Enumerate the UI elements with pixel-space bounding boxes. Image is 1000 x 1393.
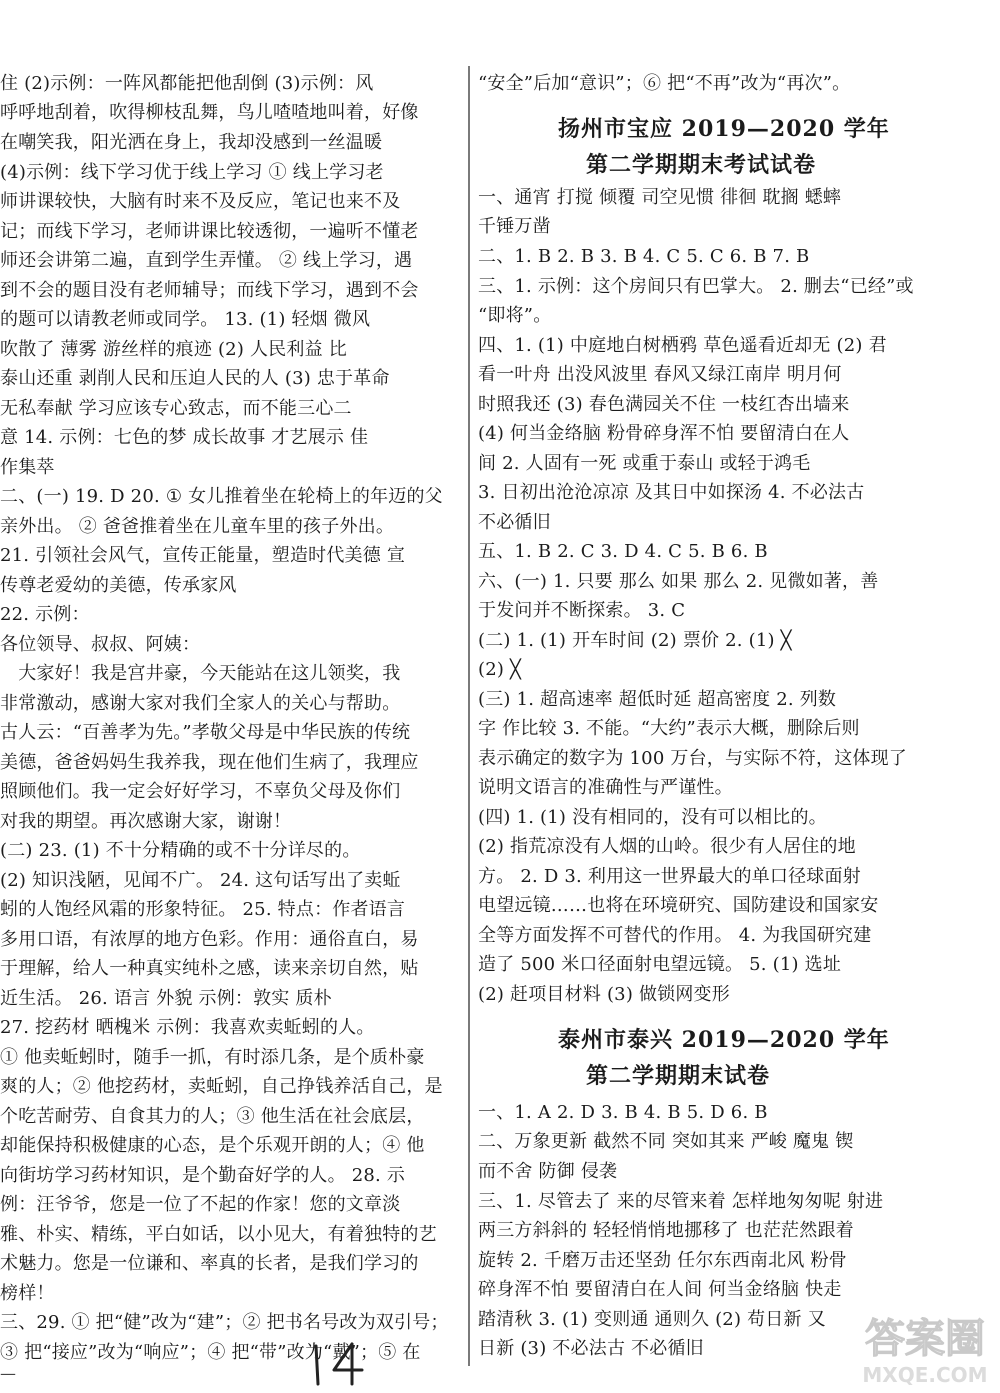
- text-line: (4) 何当金络脑 粉骨碎身浑不怕 要留清白在人: [478, 423, 850, 444]
- text-line: 21. 引领社会风气，宣传正能量，塑造时代美德 宣: [0, 545, 406, 566]
- column-divider: [468, 66, 470, 1366]
- text-line: 术魅力。您是一位谦和、率真的长者，是我们学习的: [0, 1253, 419, 1274]
- text-line: 呼呼地刮着，吹得柳枝乱舞，鸟儿喳喳地叫着，好像: [0, 102, 419, 123]
- text-line: 二、(一) 19. D 20. ① 女儿推着坐在轮椅上的年迈的父: [0, 486, 443, 507]
- text-line: (二) 1. (1) 开车时间 (2) 票价 2. (1) ╳: [478, 630, 792, 651]
- text-line: 一、通宵 打搅 倾覆 司空见惯 徘徊 耽搁 蟋蟀: [478, 187, 842, 208]
- text-line: 造了 500 米口径面射电望远镜。 5. (1) 选址: [478, 954, 842, 975]
- text-line: 例：汪爷爷，您是一位了不起的作家！您的文章淡: [0, 1194, 401, 1215]
- watermark-logo: [855, 1308, 995, 1390]
- text-line: 于发问并不断探索。 3. C: [478, 600, 686, 621]
- text-line: 美德，爸爸妈妈生我养我，现在他们生病了，我理应: [0, 752, 419, 773]
- svg-text:答案圈: 答案圈: [865, 1316, 985, 1362]
- svg-text:MXQE.COM: MXQE.COM: [862, 1363, 988, 1387]
- text-line: 两三方斜斜的 轻轻悄悄地挪移了 也茫茫然跟着: [478, 1220, 854, 1241]
- text-line: 27. 挖药材 晒槐米 示例：我喜欢卖蚯蚓的人。: [0, 1017, 375, 1038]
- text-line: 师讲课较快，大脑有时来不及反应，笔记也来不及: [0, 191, 401, 212]
- text-line: 在嘲笑我，阳光洒在身上，我却没感到一丝温暖: [0, 132, 383, 153]
- text-line: 的题可以请教老师或同学。 13. (1) 轻烟 微风: [0, 309, 371, 330]
- text-line: 看一叶舟 出没风波里 春风又绿江南岸 明月何: [478, 364, 842, 385]
- text-line: 千锤万凿: [478, 216, 551, 237]
- text-line: 日新 (3) 不必法古 不必循旧: [478, 1338, 704, 1359]
- text-line: ① 他卖蚯蚓时，随手一抓，有时添几条，是个质朴豪: [0, 1047, 425, 1068]
- text-line: 而不舍 防御 侵袭: [478, 1161, 618, 1182]
- text-line: 无私奉献 学习应该专心致志，而不能三心二: [0, 398, 352, 419]
- bottom-corner-mark: —: [0, 1364, 16, 1383]
- text-line: 于理解，给人一种真实纯朴之感，读来亲切自然，贴: [0, 958, 419, 979]
- text-line: 传尊老爱幼的美德，传承家风: [0, 575, 237, 596]
- text-line: (三) 1. 超高速率 超低时延 超高密度 2. 列数: [478, 689, 837, 710]
- handwritten-page-number: [308, 1340, 368, 1386]
- text-line: 六、(一) 1. 只要 那么 如果 那么 2. 见微如著，善: [478, 571, 879, 592]
- text-line: “安全”后加“意识”；⑥ 把“不再”改为“再次”。: [478, 73, 851, 94]
- text-line: 时照我还 (3) 春色满园关不住 一枝红杏出墙来: [478, 394, 850, 415]
- text-line: 对我的期望。再次感谢大家，谢谢！: [0, 811, 292, 832]
- text-line: 二、万象更新 截然不同 突如其来 严峻 魔鬼 锲: [478, 1131, 854, 1152]
- text-line: 蚓的人饱经风霜的形象特征。 25. 特点：作者语言: [0, 899, 406, 920]
- text-line: 住 (2)示例：一阵风都能把他刮倒 (3)示例：风: [0, 73, 374, 94]
- text-line: 方。 2. D 3. 利用这一世界最大的单口径球面射: [478, 866, 861, 887]
- text-line: 近生活。 26. 语言 外貌 示例：敦实 质朴: [0, 988, 332, 1009]
- text-line: (2) 知识浅陋，见闻不广。 24. 这句话写出了卖蚯: [0, 870, 401, 891]
- text-line: (二) 23. (1) 不十分精确的或不十分详尽的。: [0, 840, 361, 861]
- text-line: (2) 赶项目材料 (3) 做锁网变形: [478, 984, 730, 1005]
- text-line: 却能保持积极健康的心态，是个乐观开朗的人；④ 他: [0, 1135, 425, 1156]
- text-line: 亲外出。 ② 爸爸推着坐在儿童车里的孩子外出。: [0, 516, 395, 537]
- text-line: 一、1. A 2. D 3. B 4. B 5. D 6. B: [478, 1102, 768, 1123]
- text-line: (4)示例：线下学习优于线上学习 ① 线上学习老: [0, 162, 384, 183]
- section-subtitle: 第二学期期末试卷: [586, 1063, 771, 1089]
- text-line: 全等方面发挥不可替代的作用。 4. 为我国研究建: [478, 925, 872, 946]
- text-line: 间 2. 人固有一死 或重于泰山 或轻于鸿毛: [478, 453, 811, 474]
- text-line: 作集萃: [0, 457, 55, 478]
- text-line: “即将”。: [478, 305, 552, 326]
- text-line: 五、1. B 2. C 3. D 4. C 5. B 6. B: [478, 541, 768, 562]
- text-line: 雅、朴实、精练，平白如话，以小见大，有着独特的艺: [0, 1224, 437, 1245]
- text-line: 22. 示例：: [0, 604, 90, 625]
- text-line: 不必循旧: [478, 512, 551, 533]
- text-line: ③ 把“接应”改为“响应”；④ 把“带”改为“戴”；⑤ 在: [0, 1342, 421, 1363]
- text-line: 四、1. (1) 中庭地白树栖鸦 草色遥看近却无 (2) 君: [478, 335, 887, 356]
- text-line: 大家好！我是宫井豪，今天能站在这儿领奖，我: [0, 663, 401, 684]
- text-line: 意 14. 示例：七色的梦 成长故事 才艺展示 佳: [0, 427, 369, 448]
- text-line: 泰山还重 剥削人民和压迫人民的人 (3) 忠于革命: [0, 368, 390, 389]
- text-line: (四) 1. (1) 没有相同的，没有可以相比的。: [478, 807, 827, 828]
- text-line: 三、1. 尽管去了 来的尽管来着 怎样地匆匆呢 射进: [478, 1191, 884, 1212]
- text-line: 榜样！: [0, 1283, 55, 1304]
- text-line: 师还会讲第二遍，直到学生弄懂。 ② 线上学习，遇: [0, 250, 413, 271]
- text-line: 个吃苦耐劳、自食其力的人；③ 他生活在社会底层，: [0, 1106, 425, 1127]
- section-title: 扬州市宝应 2019—2020 学年: [558, 116, 890, 142]
- text-line: 电望远镜……也将在环境研究、国防建设和国家安: [478, 895, 879, 916]
- text-line: 古人云：“百善孝为先。”孝敬父母是中华民族的传统: [0, 722, 411, 743]
- text-line: 二、1. B 2. B 3. B 4. C 5. C 6. B 7. B: [478, 246, 810, 267]
- text-line: 向街坊学习药材知识，是个勤奋好学的人。 28. 示: [0, 1165, 406, 1186]
- text-line: 多用口语，有浓厚的地方色彩。作用：通俗直白，易: [0, 929, 419, 950]
- section-title: 泰州市泰兴 2019—2020 学年: [558, 1027, 890, 1053]
- text-line: 各位领导、叔叔、阿姨：: [0, 634, 201, 655]
- text-line: 三、29. ① 把“健”改为“建”；② 把书名号改为双引号；: [0, 1312, 449, 1333]
- text-line: 旋转 2. 千磨万击还坚劲 任尔东西南北风 粉骨: [478, 1250, 847, 1271]
- text-line: 3. 日初出沧沧凉凉 及其日中如探汤 4. 不必法古: [478, 482, 865, 503]
- text-line: 非常激动，感谢大家对我们全家人的关心与帮助。: [0, 693, 401, 714]
- text-line: 到不会的题目没有老师辅导；而线下学习，遇到不会: [0, 280, 419, 301]
- text-line: 吹散了 薄雾 游丝样的痕迹 (2) 人民利益 比: [0, 339, 347, 360]
- text-line: (2) 指荒凉没有人烟的山岭。很少有人居住的地: [478, 836, 856, 857]
- text-line: 碎身浑不怕 要留清白在人间 何当金络脑 快走: [478, 1279, 842, 1300]
- text-line: (2) ╳: [478, 659, 522, 680]
- text-line: 说明文语言的准确性与严谨性。: [478, 777, 733, 798]
- text-line: 表示确定的数字为 100 万台，与实际不符，这体现了: [478, 748, 907, 769]
- section-subtitle: 第二学期期末考试试卷: [586, 152, 817, 178]
- text-line: 字 作比较 3. 不能。“大约”表示大概，删除后则: [478, 718, 860, 739]
- text-line: 踏清秋 3. (1) 变则通 通则久 (2) 苟日新 又: [478, 1309, 826, 1330]
- text-line: 爽的人；② 他挖药材，卖蚯蚓，自己挣钱养活自己，是: [0, 1076, 443, 1097]
- text-line: 三、1. 示例：这个房间只有巴掌大。 2. 删去“已经”或: [478, 276, 914, 297]
- text-line: 照顾他们。我一定会好好学习，不辜负父母及你们: [0, 781, 401, 802]
- text-line: 记；而线下学习，老师讲课比较透彻，一遍听不懂老: [0, 221, 419, 242]
